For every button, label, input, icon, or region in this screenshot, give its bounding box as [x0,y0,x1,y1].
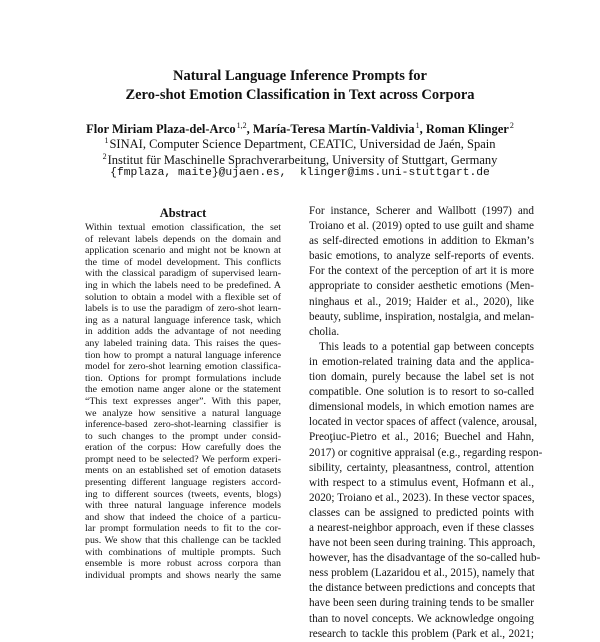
text-line: any labeled training data. This raises the ques- [85,337,281,349]
affiliation-text: Institut für Maschinelle Sprachverarbeitung, University of Stuttgart, Germany [107,153,498,167]
text-line: individual prompts and shows nearly the same [85,569,281,581]
text-line: presenting different language registers accord- [85,477,281,489]
text-line: application scenario and might not be known at [85,245,281,257]
text-line: prompt need to be selected? We perform experi- [85,453,281,465]
text-line: located in vector spaces of affect (valence, arousal, [309,416,538,429]
text-line: in addition adds the advantage of not needing [85,326,281,338]
text-line: ing as a natural language inference task, which [85,314,281,326]
text-line: ing to different sources (tweets, events, blogs) [85,488,281,500]
text-line: model for zero-shot learning emotion classifica- [85,361,281,373]
paper-title-line-2: Zero-shot Emotion Classification in Text across Corpora [125,87,475,103]
text-line: tion how to prompt a natural language inference [85,349,281,361]
text-line: the emotion name anger alone or the statement [85,384,281,396]
text-line: to such changes to the prompt under consid- [85,430,281,442]
text-line: For the context of the perception of art it is more [309,265,534,278]
abstract-text [85,222,281,581]
text-line: however, has the disadvantage of the so-called hub- [309,552,541,565]
text-line: ments on an established set of emotion datasets [85,465,281,477]
text-line: Within textual emotion classification, the set [85,222,281,233]
affiliation-number: 2 [102,152,107,161]
text-line: tion. Options for prompt formulations include [85,372,281,384]
text-line: with three natural language inference models [85,500,281,512]
text-line: “This text expresses anger”. With this paper, [85,395,281,407]
text-line: cholia. [309,325,340,338]
text-line: in emotion-related training data and the applica- [309,355,534,368]
text-line: Preoţiuc-Pietro et al., 2016; Buechel and Hahn, [309,431,534,444]
text-line: ing in which the labels need to be predefined. A [85,279,281,291]
text-line: For instance, Scherer and Wallbott (1997) and [309,205,534,217]
text-line: with the classical paradigm of supervised learn- [85,268,281,280]
paper-title-line-1: Natural Language Inference Prompts for [173,68,427,84]
author-name: María-Teresa Martín-Valdivia [252,122,415,136]
text-line: pus. We show that this challenge can be tackled [85,535,281,547]
text-line: ensemble is more robust across corpora than [85,558,281,570]
text-line: basic emotions, to analyze self-reports of events. [309,250,534,263]
text-line: inference-based zero-shot-learning classifier is [85,419,281,431]
text-line: we analyze how sensitive a natural language [85,407,281,419]
text-line: a nearest-neighbor approach, even if these classes [309,521,534,534]
text-line: dimensional models, in which emotion names are [309,401,534,414]
author-name: Roman Klinger [425,122,509,136]
text-line: appropriate to consider aesthetic emotions (Men- [309,280,534,293]
text-line: ness problem (Lazaridou et al., 2015), namely that [309,567,535,580]
text-line: tion domain, purely because the label set is not [309,371,534,384]
affiliation-text: SINAI, Computer Science Department, CEATIC, Universidad de Jaén, Spain [109,137,496,151]
author-separator: , [419,122,426,136]
text-line: sibility, certainty, pleasantness, control, attention [309,461,534,474]
abstract-heading: Abstract [159,206,207,220]
text-line: research to tackle this problem (Park et al., 2021; [309,627,534,640]
text-line: This leads to a potential gap between concepts [319,340,534,353]
text-line: 2020; Troiano et al., 2023). In these vector spaces, [309,491,535,504]
text-line: 2017) or cognitive appraisal (e.g., regarding respon- [309,446,543,459]
text-line: and show that indeed the choice of a particu- [85,511,281,523]
author-name: Flor Miriam Plaza-del-Arco [86,122,236,136]
text-line: eration of the corpus: How carefully does the [85,442,281,454]
text-line: with combinations of multiple prompts. Such [85,546,281,558]
text-line: Troiano et al. (2019) opted to use guilt and shame [309,220,534,233]
author-separator: , [246,122,253,136]
author-emails: {fmplaza, maite}@ujaen.es, klinger@ims.uni-stuttgart.de [110,167,490,179]
text-line: as self-directed emotions in addition to Ekman’s [309,235,534,248]
text-line: with respect to a stimulus event, Hofmann et al., [309,476,534,489]
text-line: ninghaus et al., 2019; Haider et al., 2020), like [309,295,534,308]
body-text-column [309,204,543,642]
text-line: lar prompt formulation needs to fit to the cor- [85,523,281,535]
affiliation-number: 1 [104,136,109,145]
text-line: the time of model development. This conflicts [85,256,281,268]
author-affiliation-mark: 1,2 [236,121,247,130]
text-line: compatible. One solution is to resort to so-called [309,386,534,399]
text-line: beauty, sublime, inspiration, nostalgia, and melan- [309,310,535,323]
text-line: labels is to use the paradigm of zero-shot learn- [85,303,281,315]
author-affiliation-mark: 2 [509,121,514,130]
text-line: solution to obtain a model with a flexible set of [85,291,281,303]
text-line: have not been seen during training. This approach, [309,537,536,550]
text-line: have been seen during training tends to be smaller [309,597,534,610]
text-line: the distance between predictions and concepts that [309,582,536,595]
text-line: than to novel concepts. We acknowledge ongoing [309,612,534,625]
text-line: classes can be assigned to predicted points with [309,506,534,519]
text-line: of relevant labels depends on the domain and [85,233,281,245]
author-affiliation-mark: 1 [415,121,420,130]
